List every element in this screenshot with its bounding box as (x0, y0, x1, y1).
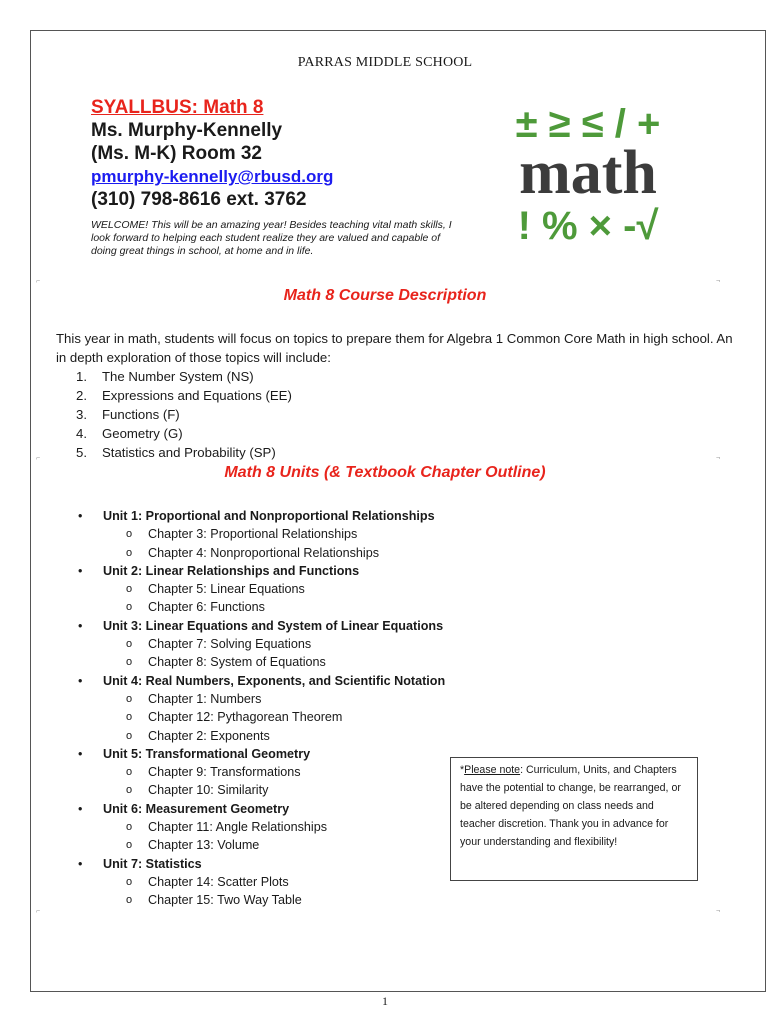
bullet-icon: • (78, 673, 83, 688)
topic-text: Geometry (G) (102, 426, 183, 441)
note-text: : Curriculum, Units, and Chapters have the potential to change, be rearranged, or be altered depending on class needs and teacher discretion. Thank you in advance for your understanding and flexibility! (460, 764, 681, 848)
circle-bullet-icon: o (126, 638, 133, 651)
note-prefix: * (460, 764, 465, 776)
email-link[interactable]: pmurphy-kennelly@rbusd.org (91, 167, 334, 186)
circle-bullet-icon: o (126, 546, 133, 559)
bullet-icon: • (78, 618, 83, 633)
chapter-item (78, 781, 478, 799)
chapter-item (78, 653, 478, 671)
unit-title: Unit 1: Proportional and Nonproportional Relationships (103, 509, 435, 523)
chapter-item (78, 891, 478, 909)
circle-bullet-icon: o (126, 894, 133, 907)
math-symbols-top: ± ≥ ≤ / + (515, 102, 661, 146)
unit-item (78, 745, 478, 763)
unit-item (78, 800, 478, 818)
topic-item (76, 386, 736, 405)
corner-mark: ⌐ (36, 278, 41, 285)
syllabus-title: SYALLBUS: Math 8 (91, 97, 264, 118)
circle-bullet-icon: o (126, 784, 133, 797)
chapter-title: Chapter 15: Two Way Table (148, 893, 302, 908)
unit-item (78, 562, 478, 580)
topic-text: Statistics and Probability (SP) (102, 445, 276, 460)
school-name: PARRAS MIDDLE SCHOOL (297, 55, 473, 70)
topic-number: 4. (76, 426, 87, 441)
chapter-title: Chapter 1: Numbers (148, 691, 262, 706)
header-block (91, 96, 471, 258)
topic-number: 1. (76, 369, 87, 384)
chapter-item (78, 580, 478, 598)
chapter-item (78, 727, 478, 745)
circle-bullet-icon: o (126, 692, 133, 705)
circle-bullet-icon: o (126, 821, 133, 834)
topic-number: 2. (76, 388, 87, 403)
circle-bullet-icon: o (126, 583, 133, 596)
course-intro: This year in math, students will focus on topics to prepare them for Algebra 1 Common Core Math in high school. An in depth exploration of those topics will include: (56, 331, 733, 365)
units-heading: Math 8 Units (& Textbook Chapter Outline) (224, 464, 546, 481)
circle-bullet-icon: o (126, 711, 133, 724)
note-label: Please note (464, 764, 521, 776)
circle-bullet-icon: o (126, 875, 133, 888)
circle-bullet-icon: o (126, 839, 133, 852)
chapter-item (78, 836, 478, 854)
unit-title: Unit 5: Transformational Geometry (103, 746, 311, 761)
unit-title: Unit 2: Linear Relationships and Functions (103, 563, 360, 578)
course-description-heading: Math 8 Course Description (283, 287, 487, 304)
circle-bullet-icon: o (126, 729, 133, 742)
corner-mark: ¬ (716, 278, 721, 285)
welcome-message: WELCOME! This will be an amazing year! Besides teaching vital math skills, I look forward to helping each student realize they are valued and capable of doing great things in school, at home and in life. (91, 219, 452, 257)
bullet-icon: • (78, 801, 83, 816)
corner-mark: ⌐ (36, 455, 41, 462)
bullet-icon: • (78, 746, 83, 761)
unit-title: Unit 4: Real Numbers, Exponents, and Scientific Notation (103, 673, 446, 688)
circle-bullet-icon: o (126, 528, 133, 541)
note-box (450, 757, 698, 881)
math-symbols-bottom: ! % × -√ (517, 204, 659, 244)
topic-item (76, 405, 736, 424)
circle-bullet-icon: o (126, 656, 133, 669)
chapter-item (78, 873, 478, 891)
math-graphic (483, 93, 693, 244)
corner-mark: ¬ (716, 908, 721, 915)
chapter-item (78, 598, 478, 616)
bullet-icon: • (78, 563, 83, 578)
unit-item (78, 507, 478, 525)
chapter-title: Chapter 10: Similarity (148, 783, 269, 798)
chapter-title: Chapter 13: Volume (148, 838, 260, 853)
topic-text: Functions (F) (102, 407, 180, 422)
chapter-title: Chapter 9: Transformations (148, 765, 301, 780)
unit-title: Unit 6: Measurement Geometry (103, 801, 290, 816)
chapter-item (78, 708, 478, 726)
chapter-title: Chapter 4: Nonproportional Relationships (148, 545, 380, 560)
topic-number: 5. (76, 445, 87, 460)
chapter-title: Chapter 11: Angle Relationships (148, 820, 327, 835)
teacher-name: Ms. Murphy-Kennelly (91, 120, 283, 141)
chapter-item (78, 818, 478, 836)
circle-bullet-icon: o (126, 766, 133, 779)
unit-item (78, 672, 478, 690)
phone-number: (310) 798-8616 ext. 3762 (91, 189, 307, 210)
chapter-title: Chapter 6: Functions (148, 600, 265, 615)
chapter-item (78, 635, 478, 653)
chapter-item (78, 763, 478, 781)
topic-number: 3. (76, 407, 87, 422)
chapter-item (78, 525, 478, 543)
corner-mark: ⌐ (36, 908, 41, 915)
unit-title: Unit 7: Statistics (103, 856, 202, 871)
course-description (56, 329, 736, 462)
corner-mark: ¬ (716, 455, 721, 462)
units-list (78, 507, 478, 910)
chapter-title: Chapter 12: Pythagorean Theorem (148, 710, 343, 725)
topic-item (76, 424, 736, 443)
math-word: math (519, 139, 657, 207)
unit-title: Unit 3: Linear Equations and System of Linear Equations (103, 618, 444, 633)
room-info: (Ms. M-K) Room 32 (91, 143, 262, 164)
chapter-title: Chapter 8: System of Equations (148, 655, 326, 670)
unit-item (78, 855, 478, 873)
chapter-title: Chapter 2: Exponents (148, 728, 270, 743)
topic-list (56, 367, 736, 462)
chapter-title: Chapter 14: Scatter Plots (148, 874, 289, 889)
chapter-title: Chapter 5: Linear Equations (148, 582, 305, 597)
topic-item (76, 443, 736, 462)
topic-item (76, 367, 736, 386)
bullet-icon: • (78, 509, 83, 523)
circle-bullet-icon: o (126, 601, 133, 614)
chapter-title: Chapter 7: Solving Equations (148, 637, 312, 652)
chapter-item (78, 544, 478, 562)
page-number: 1 (382, 994, 388, 1008)
unit-item (78, 617, 478, 635)
topic-text: Expressions and Equations (EE) (102, 388, 292, 403)
topic-text: The Number System (NS) (102, 369, 254, 384)
chapter-item (78, 690, 478, 708)
bullet-icon: • (78, 856, 83, 871)
chapter-title: Chapter 3: Proportional Relationships (148, 527, 358, 542)
